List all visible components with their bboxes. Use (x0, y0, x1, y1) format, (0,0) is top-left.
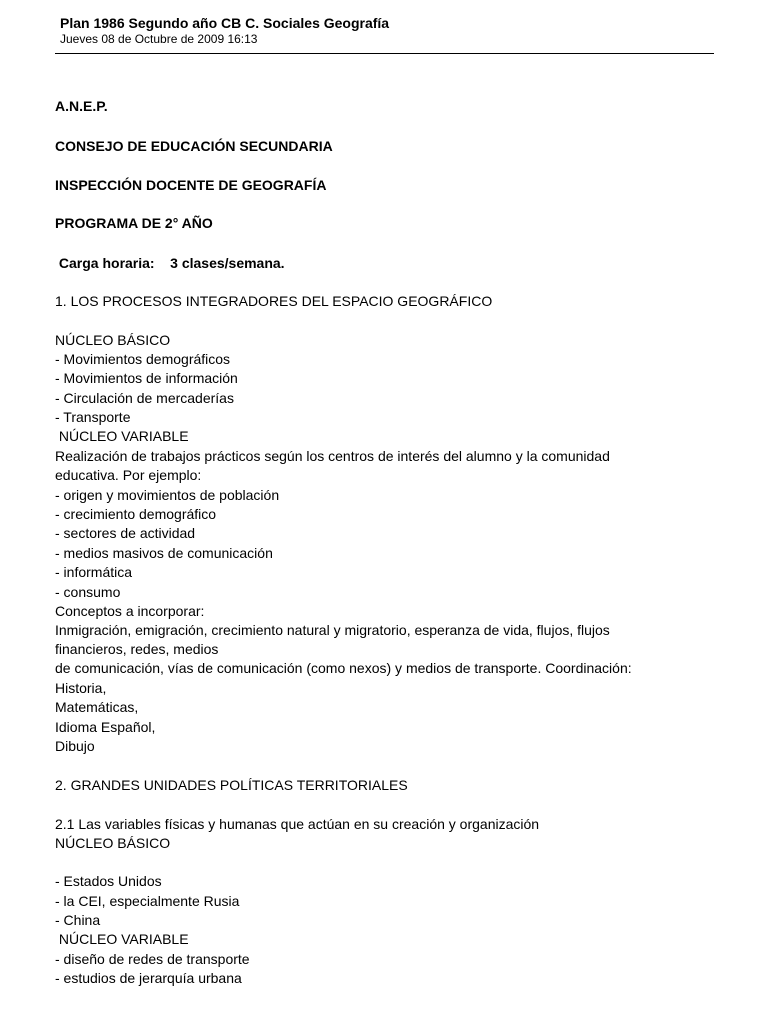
paragraph-line: Historia, (55, 680, 107, 696)
conceptos-label: Conceptos a incorporar: (55, 603, 205, 619)
paragraph-line: Dibujo (55, 738, 95, 754)
list-item: - medios masivos de comunicación (55, 545, 273, 561)
document-title: Plan 1986 Segundo año CB C. Sociales Geografía (60, 15, 390, 31)
document-date: Jueves 08 de Octubre de 2009 16:13 (60, 32, 258, 46)
list-item: - informática (55, 564, 133, 580)
list-item: - China (55, 912, 101, 928)
carga-horaria: Carga horaria: 3 clases/semana. (55, 255, 285, 271)
nucleo-basico-2: NÚCLEO BÁSICO (55, 835, 171, 851)
inspeccion-heading: INSPECCIÓN DOCENTE DE GEOGRAFÍA (55, 177, 327, 193)
nucleo-basico-1: NÚCLEO BÁSICO (55, 332, 171, 348)
list-item: - estudios de jerarquía urbana (55, 970, 242, 986)
list-item: - Circulación de mercaderías (55, 390, 234, 406)
list-item: - consumo (55, 584, 121, 600)
list-item: - la CEI, especialmente Rusia (55, 893, 240, 909)
programa-heading: PROGRAMA DE 2° AÑO (55, 215, 213, 231)
section-1-title: 1. LOS PROCESOS INTEGRADORES DEL ESPACIO GEOGRÁFICO (55, 293, 493, 309)
section-2-title: 2. GRANDES UNIDADES POLÍTICAS TERRITORIALES (55, 777, 408, 793)
section-2-1-title: 2.1 Las variables físicas y humanas que actúan en su creación y organización (55, 816, 540, 832)
list-item: - sectores de actividad (55, 525, 196, 541)
list-item: - Transporte (55, 409, 131, 425)
page-header (60, 14, 714, 47)
paragraph-line: Idioma Español, (55, 719, 156, 735)
paragraph-line: Inmigración, emigración, crecimiento natural y migratorio, esperanza de vida, flujos, flujos (55, 622, 610, 638)
paragraph-line: Realización de trabajos prácticos según los centros de interés del alumno y la comunidad (55, 448, 610, 464)
paragraph-line: Matemáticas, (55, 699, 139, 715)
consejo-heading: CONSEJO DE EDUCACIÓN SECUNDARIA (55, 138, 333, 154)
list-item: - Estados Unidos (55, 873, 162, 889)
header-divider (55, 53, 714, 54)
list-item: - origen y movimientos de población (55, 487, 280, 503)
paragraph-line: financieros, redes, medios (55, 641, 219, 657)
list-item: - Movimientos de información (55, 370, 238, 386)
list-item: - Movimientos demográficos (55, 351, 231, 367)
anep-heading: A.N.E.P. (55, 98, 108, 114)
list-item: - crecimiento demográfico (55, 506, 217, 522)
list-item: - diseño de redes de transporte (55, 951, 250, 967)
nucleo-variable-2: NÚCLEO VARIABLE (55, 931, 189, 947)
paragraph-line: educativa. Por ejemplo: (55, 467, 202, 483)
paragraph-line: de comunicación, vías de comunicación (como nexos) y medios de transporte. Coordinación: (55, 660, 632, 676)
nucleo-variable-1: NÚCLEO VARIABLE (55, 428, 189, 444)
